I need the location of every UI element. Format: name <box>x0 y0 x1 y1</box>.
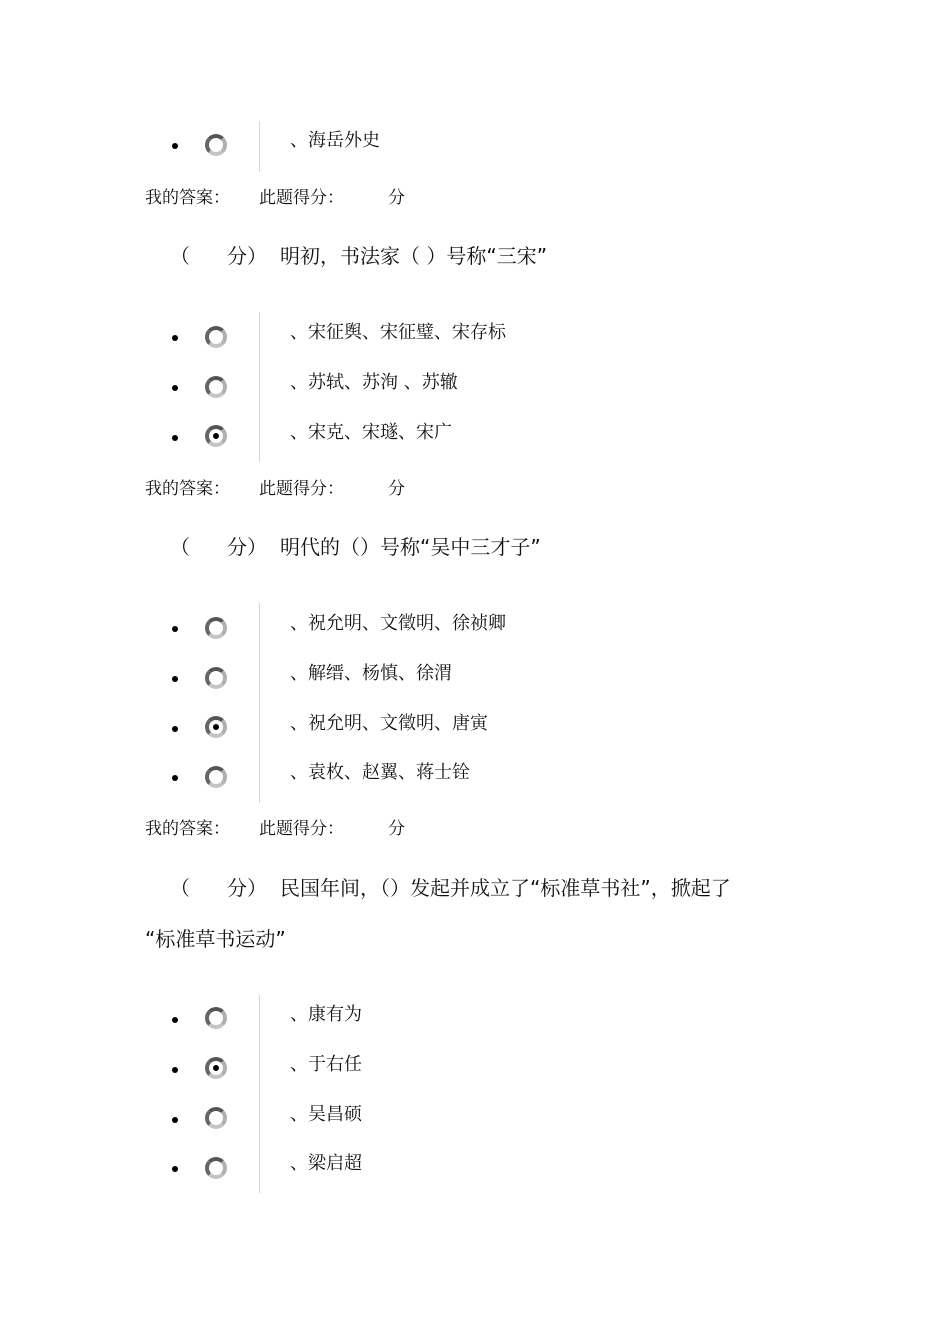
score-label: 此题得分： <box>259 188 344 208</box>
option-label: 、解缙、杨慎、徐渭 <box>290 663 452 684</box>
list-bullet <box>172 626 178 632</box>
option-label: 、于右任 <box>290 1054 362 1075</box>
radio-button-q4-opt2[interactable] <box>205 1057 227 1079</box>
radio-button-q3-opt3[interactable] <box>205 716 227 738</box>
radio-button-q4-opt1[interactable] <box>205 1007 227 1029</box>
radio-button-q3-opt1[interactable] <box>205 617 227 639</box>
question-stem: 明初，书法家（ ）号称“三宋” <box>280 244 548 268</box>
radio-button-q1-opt1[interactable] <box>205 134 227 156</box>
list-bullet <box>172 1017 178 1023</box>
question-prefix-open: （ <box>170 535 190 559</box>
question-score-prefix: 分） <box>227 876 267 900</box>
option-label: 、祝允明、文徵明、唐寅 <box>290 713 488 734</box>
radio-dot-icon <box>213 1065 219 1071</box>
option-label: 、袁枚、赵翼、蒋士铨 <box>290 762 470 783</box>
list-bullet <box>172 385 178 391</box>
option-label: 、康有为 <box>290 1004 362 1025</box>
question-score-prefix: 分） <box>227 244 267 268</box>
my-answer-label: 我的答案： <box>145 188 230 208</box>
list-bullet <box>172 335 178 341</box>
question-stem-line2: “标准草书运动” <box>145 927 286 951</box>
option-divider <box>259 603 260 803</box>
list-bullet <box>172 435 178 441</box>
list-bullet <box>172 726 178 732</box>
list-bullet <box>172 143 178 149</box>
option-label: 、宋征舆、宋征璧、宋存标 <box>290 322 506 343</box>
radio-dot-icon <box>213 724 219 730</box>
list-bullet <box>172 1067 178 1073</box>
list-bullet <box>172 1166 178 1172</box>
option-label: 、苏轼、苏洵 、苏辙 <box>290 372 458 393</box>
my-answer-label: 我的答案： <box>145 479 230 499</box>
score-label: 此题得分： <box>259 819 344 839</box>
radio-button-q2-opt3[interactable] <box>205 425 227 447</box>
list-bullet <box>172 775 178 781</box>
radio-button-q4-opt3[interactable] <box>205 1107 227 1129</box>
option-label: 、宋克、宋璲、宋广 <box>290 422 452 443</box>
question-prefix-open: （ <box>170 876 190 900</box>
score-label: 此题得分： <box>259 479 344 499</box>
radio-button-q2-opt2[interactable] <box>205 376 227 398</box>
list-bullet <box>172 1117 178 1123</box>
radio-button-q4-opt4[interactable] <box>205 1157 227 1179</box>
score-unit: 分 <box>388 188 405 208</box>
question-stem: 明代的（）号称“吴中三才子” <box>280 535 541 559</box>
option-label: 、梁启超 <box>290 1153 362 1174</box>
option-divider <box>259 995 260 1193</box>
option-label: 、海岳外史 <box>290 130 380 151</box>
my-answer-label: 我的答案： <box>145 819 230 839</box>
score-unit: 分 <box>388 479 405 499</box>
option-divider <box>259 121 260 172</box>
radio-button-q3-opt4[interactable] <box>205 766 227 788</box>
radio-dot-icon <box>213 433 219 439</box>
option-label: 、吴昌硕 <box>290 1104 362 1125</box>
option-divider <box>259 312 260 462</box>
list-bullet <box>172 676 178 682</box>
question-stem: 民国年间，（）发起并成立了“标准草书社”，掀起了 <box>280 876 731 900</box>
radio-button-q3-opt2[interactable] <box>205 667 227 689</box>
score-unit: 分 <box>388 819 405 839</box>
option-label: 、祝允明、文徵明、徐祯卿 <box>290 613 506 634</box>
radio-button-q2-opt1[interactable] <box>205 326 227 348</box>
question-prefix-open: （ <box>170 244 190 268</box>
question-score-prefix: 分） <box>227 535 267 559</box>
